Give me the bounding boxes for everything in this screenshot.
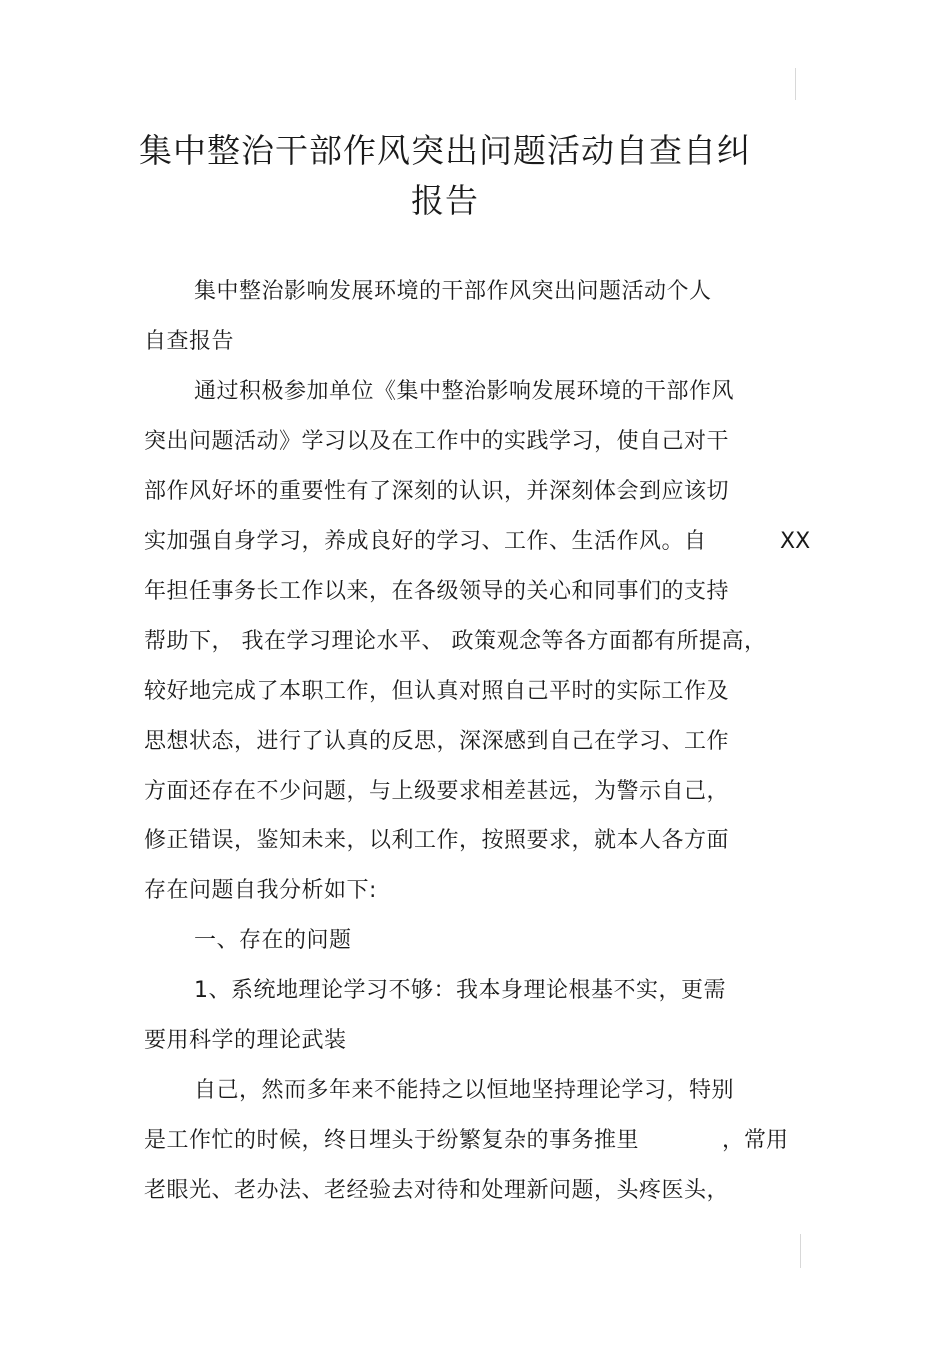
body-line: 帮助下， 我在学习理论水平、 政策观念等各方面都有所提高， [144,629,767,654]
body-line: 要用科学的理论武装 [144,1028,347,1053]
body-line: 修正错误，鉴知未来，以利工作，按照要求，就本人各方面 [144,828,730,853]
body-line: 老眼光、老办法、老经验去对待和处理新问题，头疼医头， [144,1178,730,1203]
section-heading: 一、存在的问题 [194,928,352,953]
body-line: 通过积极参加单位《集中整治影响发展环境的干部作风 [194,379,735,404]
body-line: 1、系统地理论学习不够：我本身理论根基不实，更需 [194,978,726,1003]
document-title-line-2: 报告 [411,181,479,220]
body-line: 年担任事务长工作以来，在各级领导的关心和同事们的支持 [144,579,730,604]
body-line: 较好地完成了本职工作，但认真对照自己平时的实际工作及 [144,679,730,704]
page-corner-mark-top [795,68,796,100]
body-line: 思想状态，进行了认真的反思，深深感到自己在学习、工作 [144,729,730,754]
body-line: 突出问题活动》学习以及在工作中的实践学习，使自己对干 [144,429,730,454]
body-line: 存在问题自我分析如下: [144,878,377,903]
body-line: 是工作忙的时候，终日埋头于纷繁复杂的事务推里 [144,1128,640,1153]
body-line: 方面还存在不少问题，与上级要求相差甚远，为警示自己， [144,779,730,804]
body-line: 实加强自身学习，养成良好的学习、工作、生活作风。自 [144,529,707,554]
document-title-line-1: 集中整治干部作风突出问题活动自查自纠 [139,131,751,170]
page-corner-mark-bottom [800,1234,801,1268]
inline-text-changyong: ，常用 [722,1128,789,1153]
body-line: 自查报告 [144,329,235,354]
body-line: 部作风好坏的重要性有了深刻的认识，并深刻体会到应该切 [144,479,730,504]
inline-placeholder-xx: XX [780,529,811,554]
body-line: 自己，然而多年来不能持之以恒地坚持理论学习，特别 [194,1078,735,1103]
body-line: 集中整治影响发展环境的干部作风突出问题活动个人 [194,279,712,304]
